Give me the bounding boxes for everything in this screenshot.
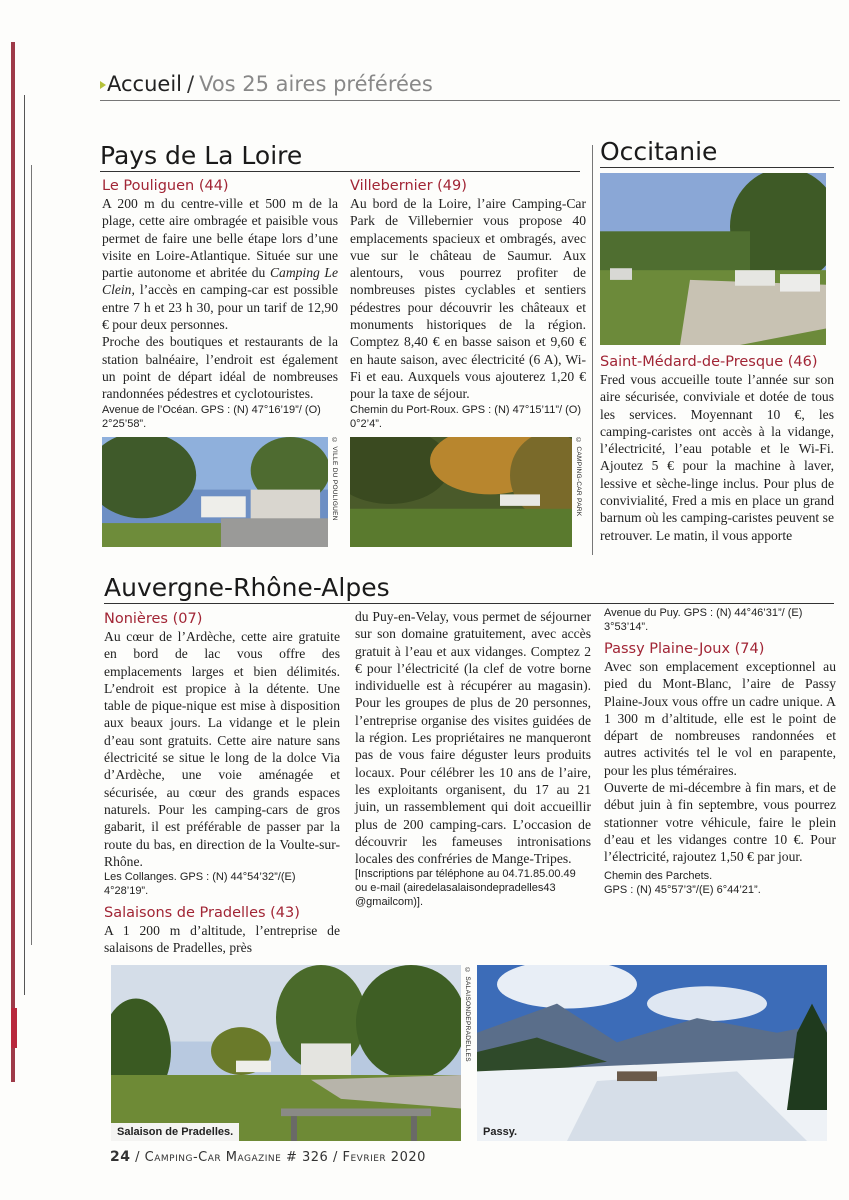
column-nonieres	[104, 610, 340, 957]
region-title-pays-de-la-loire: Pays de La Loire	[100, 141, 580, 172]
footer-separator: /	[135, 1150, 141, 1165]
photo-pradelles-image	[111, 965, 461, 1141]
photo-row-le-pouliguen	[102, 437, 338, 547]
paragraph: du Puy-en-Velay, vous permet de séjourner sur son domaine gratuitement, avec accès gratuit à l’eau et aux vidanges. Comptez 2 € pour l’électricité (la clef de votre borne individuelle est à récupérer au magasin). Pour les groupes de plus de 20 personnes, l’entreprise organise des visites guidées de la région. Les propriétaires ne manqueront pas de vous faire déguster leurs produits locaux. Pour célébrer les 10 ans de l’aire, les exploitants organisent, du 17 au 21 juin, un rassemblement qui doit accueillir plus de 200 camping-cars. L’occasion de découvrir les fameuses intronisations locales des confréries de Mange-Tripes.	[355, 609, 591, 867]
breadcrumb-home[interactable]: Accueil	[107, 72, 182, 96]
paragraph	[102, 195, 338, 333]
paragraph: Fred vous accueille toute l’année sur son aire sécurisée, conviviale et dotée de tous les services. Moyennant 10 €, les camping-caristes ont accès à la vidange, l’électricité, l’eau potable et le Wi-Fi. Ajoutez 5 € pour la machine à laver, lessive et sèche-linge inclus. Pour plus de convivialité, Fred a mis en place un grand barnum où les camping-caristes peuvent se retrouver. Le matin, il vous apporte	[600, 372, 834, 543]
column-occitanie	[600, 173, 834, 544]
gps-address: Chemin des Parchets.	[604, 869, 713, 882]
text: l’accès en camping-car est possible entre 7 h et 23 h 30, pour un tarif de 12,90 € pour deux personnes.	[102, 282, 338, 333]
site-title: Saint-Médard-de-Presque (46)	[600, 354, 818, 370]
footer-separator: /	[332, 1150, 338, 1165]
column-pradelles	[355, 608, 591, 909]
gps-coordinates-pradelles: Avenue du Puy. GPS : (N) 44°46’31”/ (E) 3°53’14”.	[604, 607, 803, 633]
photo-credit: © VILLE DU POULIGUEN	[331, 436, 338, 521]
article-pradelles	[104, 904, 340, 957]
issue-number: # 326	[285, 1150, 329, 1165]
article-body	[600, 371, 834, 544]
site-title: Le Pouliguen (44)	[102, 178, 229, 194]
photo-villebernier	[350, 437, 572, 547]
site-title: Passy Plaine-Joux (74)	[604, 641, 765, 657]
article-body	[104, 922, 340, 957]
photo-pradelles	[111, 965, 461, 1141]
binding-line	[31, 165, 32, 945]
photo-caption: Salaison de Pradelles.	[111, 1123, 239, 1141]
issue-date: Fevrier 2020	[342, 1150, 426, 1165]
paragraph: Avec son emplacement exceptionnel au pied du Mont-Blanc, l’aire de Passy Plaine-Joux vous offre un cadre unique. A 1 300 m d’altitude, elle est le point de départ de nombreuses randonnées et autres activités tel le vol en parapente, pour les plus téméraires.	[604, 659, 836, 778]
page-footer	[110, 1149, 426, 1165]
photo-saint-medard-image	[600, 173, 826, 345]
article-villebernier	[350, 177, 586, 431]
magazine-name: Camping-Car Magazine	[144, 1150, 282, 1165]
article-nonieres	[104, 610, 340, 898]
paragraph: Proche des boutiques et restaurants de la station balnéaire, l’endroit est également un point de départ idéal de nombreuses randonnées pédestres et cyclotouristes.	[102, 334, 338, 402]
text: A 200 m du centre-ville et 500 m de la plage, cette aire ombragée et paisible vous permet de faire une belle étape lors d’une visite en Loire-Atlantique. Située sur une partie autonome et abritée du	[102, 196, 338, 281]
photo-credit: © SALAISONDEPRADELLES	[464, 967, 471, 1062]
region-title-auvergne: Auvergne-Rhône-Alpes	[104, 573, 834, 604]
article-pradelles-continued	[355, 608, 591, 909]
camping-name: Camping Le Clein,	[102, 265, 338, 298]
breadcrumb-current: Vos 25 aires préférées	[199, 72, 433, 96]
photo-credit: © CAMPING-CAR PARK	[575, 436, 582, 517]
photo-passy-image	[477, 965, 827, 1141]
article-saint-medard	[600, 353, 834, 544]
column-passy	[604, 606, 836, 897]
binding-line	[24, 95, 25, 995]
registration-note: [Inscriptions par téléphone au 04.71.85.00.49 ou e-mail (airedelasalaisondepradelles43 @gmailcom)].	[355, 868, 576, 909]
gps-coordinates: Les Collanges. GPS : (N) 44°54’32”/(E) 4°28’19”.	[104, 871, 296, 898]
region-title-occitanie: Occitanie	[600, 137, 834, 168]
paragraph: A 1 200 m d’altitude, l’entreprise de salaisons de Pradelles, près	[104, 923, 340, 956]
article-le-pouliguen	[102, 177, 338, 431]
column-le-pouliguen	[102, 177, 338, 547]
photo-row-villebernier	[350, 437, 586, 547]
site-title: Salaisons de Pradelles (43)	[104, 905, 300, 922]
bottom-photo-row	[111, 965, 835, 1141]
site-title: Villebernier (49)	[350, 178, 467, 194]
article-passy	[604, 606, 836, 897]
breadcrumb-separator: /	[187, 72, 195, 96]
gps-coordinates	[604, 869, 836, 897]
photo-caption: Passy.	[483, 1126, 518, 1138]
article-body	[104, 628, 340, 870]
gps-coordinates: Chemin du Port-Roux. GPS : (N) 47°15’11”/ (O) 0°2’4”.	[350, 403, 581, 430]
article-body	[355, 608, 591, 867]
article-body	[102, 195, 338, 403]
gps-value: GPS : (N) 45°57’3”/(E) 6°44’21”.	[604, 883, 761, 896]
photo-row-saint-medard	[600, 173, 834, 345]
paragraph: Au bord de la Loire, l’aire Camping-Car Park de Villebernier vous propose 40 emplacements spacieux et ombragés, avec vue sur le château de Saumur. Aux alentours, vous pourrez profiter de nombreuses pistes cyclables et sentiers pédestres pour découvrir les châteaux et monuments historiques de la région. Comptez 8,40 € en basse saison et 9,60 € en haute saison, avec électricité (6 A), Wi-Fi et eau. Auxquels vous ajouterez 1,20 € pour la taxe de séjour.	[350, 196, 586, 402]
photo-le-pouliguen-image	[102, 437, 328, 547]
triangle-arrow-icon	[100, 81, 106, 89]
photo-villebernier-image	[350, 437, 572, 547]
binding-stripe	[11, 42, 15, 1082]
site-title: Nonières (07)	[104, 611, 203, 627]
photo-le-pouliguen	[102, 437, 328, 547]
column-divider	[592, 145, 593, 555]
photo-passy	[477, 965, 827, 1141]
photo-saint-medard	[600, 173, 826, 345]
page-number: 24	[110, 1149, 131, 1165]
gps-coordinates: Avenue de l’Océan. GPS : (N) 47°16’19”/ (O) 2°25’58”.	[102, 403, 321, 430]
column-villebernier	[350, 177, 586, 547]
breadcrumb	[100, 70, 840, 101]
article-body	[604, 658, 836, 866]
article-body	[350, 195, 586, 403]
binding-stripe-accent	[11, 1008, 17, 1048]
paragraph: Au cœur de l’Ardèche, cette aire gratuite en bord de lac vous offre des emplacements larges et bien délimités. L’endroit est propice à la détente. Une table de pique-nique est mise à disposition aux beaux jours. La vidange et le plein d’eau sont gratuits. Cette aire nature sans électricité se situe le long de la dolce Via d’Ardèche, une voie aménagée et sécurisée, au cœur des grands espaces naturels. Pour les camping-cars de gros gabarit, il est préférable de passer par la route du bas, en direction de la Voulte-sur-Rhône.	[104, 629, 340, 869]
paragraph: Ouverte de mi-décembre à fin mars, et de début juin à fin septembre, vous pourrez stationner votre véhicule, faire le plein d’eau et les vidanges contre 10 €. Pour l’électricité, rajoutez 1,50 € par jour.	[604, 780, 836, 865]
